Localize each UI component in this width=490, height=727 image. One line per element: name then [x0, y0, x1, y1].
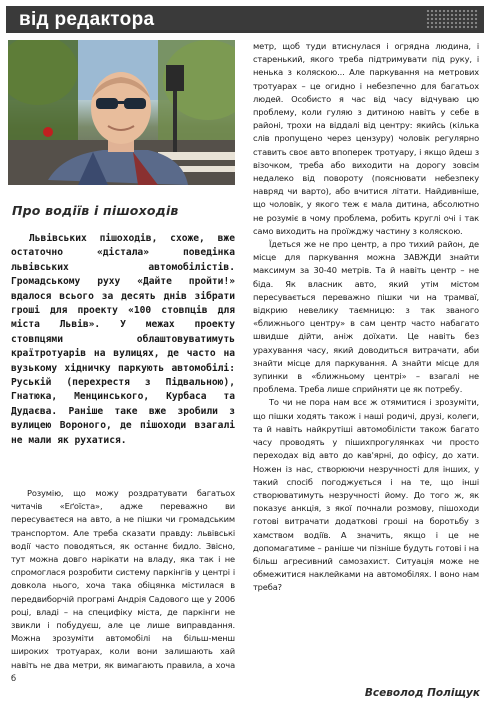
body-paragraph: метр, щоб туди втиснулася і огрядна людина, і старенький, якого треба підтримувати під руку, і ненька з коляскою... Але паркування на метрових тротуарах – це огидно і небезпечно для багатьох людей. Особисто я час від часу відчуваю цю проблему, коли гуляю з дитиною навіть у себе в районі, трохи на віддалі від центру: якийсь (кілька слів пропущено через цензуру) чоловік регулярно ставить своє авто впоперек тротуару, і якщо йдеш з візочком, треба або виходити на дорогу зовсім недалеко від повороту (пояснювати небезпеку навряд чи варто), або вчитися літати. Найдивніше, що чоловік, у якого теж є мала дитина, абсолютно не розуміє в чому проблема, робить круглі очі і так само виходить на проїжджу частину з коляскою. — [253, 41, 479, 236]
author-photo — [8, 40, 235, 185]
article-body-left — [11, 487, 235, 685]
section-title: від редактора — [19, 9, 155, 30]
body-paragraph: Розумію, що можу роздратувати багатьох читачів «Еґоїста», адже переважно ви пересуваєтеся на авто, а не пішки чи громадським транспортом. Але треба сказати правду: львівські водії часто поводяться, як останнє бидло. Звісно, тут можна довго нарікати на владу, яка так і не спромоглася розробити систему паркінгів у центрі і довкола нього, хоча така обіцянка містилася в передвиборчій програмі Андрія Садового ще у 2006 році, владі – на специфіку міста, де паркінги не звикли і побудуєш, але це лише виправдання. Можна зрозуміти автомобілі на більш-менш широких тротуарах, коли вони залишають хай навіть не два метри, як вимагають правила, а хоча б — [11, 488, 235, 683]
body-paragraph: Їдеться же не про центр, а про тихий район, де місце для паркування можна ЗАВЖДИ знайти максимум за 30-40 метрів. Та й навіть центр – не біда. Як власник авто, який утім містом пересувається переважно пішки чи на трамваї, відкрию невелику таємницю: з так званого «ближнього центру» в сам центр часто набагато швидше дійти, аніж доїхати. Це навіть без урахування часу, який доводиться витрачати, аби знайти місце для паркування. А знайти місце для зупинки в «ближньому центрі» – взагалі не проблема. Треба лише сприйняти це як потребу. — [253, 239, 479, 395]
body-paragraph: То чи не пора нам всє ж отямитися і зрозуміти, що пішки ходять також і наші родичі, друзі, колеги, та й навіть найкрутіші автомобілісти також багато часу проводять у пішихпрогулянках чи просто переходах від авто до кав'ярні, до офісу, до хати. Ножен із нас, створюючи незручності для інших, у такий спосіб погоджується і на те, що інші створюватимуть незручності йому. До того ж, як показує анкція, з якої почнали розмову, пішоходи готові витрачати додаткові гроші на боротьбу з хамством водіїв. А значить, якщо і це не допомагатиме – раніше чи пізніше будуть готові і на більш агресивний самозахист. Ситуація може не обмежитися наклейками на автомобілях. І воно нам треба? — [253, 397, 479, 593]
section-header-bar — [6, 6, 484, 33]
header-dot-pattern — [426, 9, 478, 30]
author-signature: Всеволод Поліщук — [364, 687, 480, 699]
article-title: Про водіїв і пішоходів — [12, 203, 179, 218]
article-body-right — [253, 40, 479, 595]
author-photo-illustration — [8, 40, 235, 185]
lead-paragraph: Львівських пішоходів, схоже, вже остаточно «дістала» поведінка львівських автомобілістів. Громадському руху «Дайте пройти!» вдалося всього за десять днів зібрати гроші для проекту «100 стовпців для міста Львів». У межах проекту стовпцями облаштовуватимуть країтротуарів на вулицях, де часто на вузькому хідничку паркують автомобілі: Руській (перехрестя з Підвальною), Гнатюка, Менцинського, Курбаса та Дудаєва. Раніше таке вже зробили з вулицею Вороного, де пішоходи взагалі не мали як рухатися. — [11, 233, 235, 446]
article-lead — [11, 232, 235, 448]
